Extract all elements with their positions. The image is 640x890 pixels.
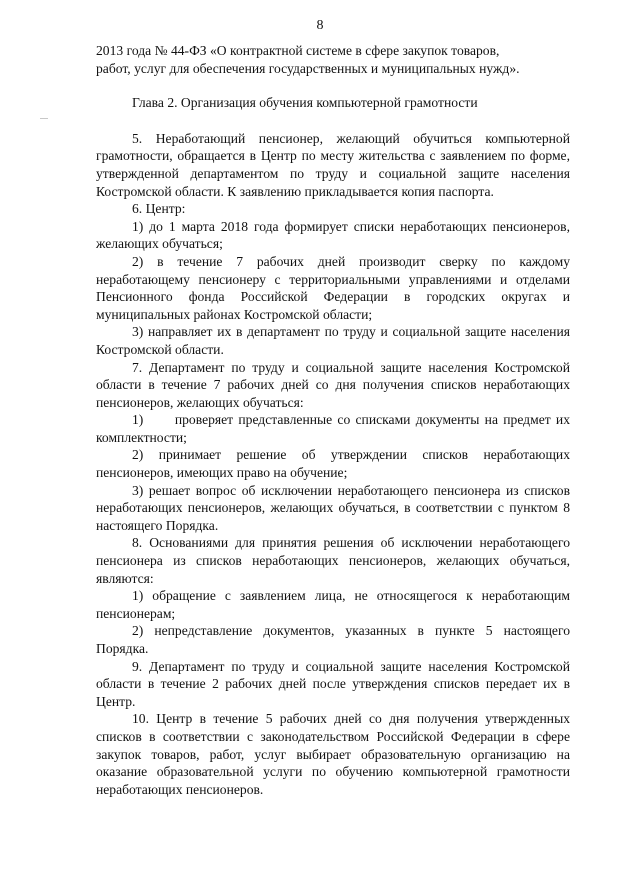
paragraph: 10. Центр в течение 5 рабочих дней со дня получения утвержденных списков в соответствии с законодательством Российской Федерации в сфере закупок товаров, работ, услуг выбирает образовательную организацию на оказание образовательной услуги по обучению компьютерной грамотности неработающих пенсионеров. — [96, 711, 570, 797]
intro-line: работ, услуг для обеспечения государственных и муниципальных нужд». — [96, 60, 520, 76]
paragraph: 7. Департамент по труду и социальной защите населения Костромской области в течение 7 рабочих дней со дня получения списков неработающих пенсионеров, желающих обучаться: — [96, 359, 570, 410]
paragraph: 6. Центр: — [132, 201, 186, 217]
document-body — [96, 42, 574, 798]
paragraph: 8. Основаниями для принятия решения об исключении неработающего пенсионера из списков неработающих пенсионеров, желающих обучаться, являются: — [96, 535, 570, 586]
paragraph: 9. Департамент по труду и социальной защите населения Костромской области в течение 2 рабочих дней после утверждения списков передает их в Центр. — [96, 658, 570, 709]
page-number: 8 — [316, 18, 324, 33]
chapter-title: Глава 2. Организация обучения компьютерной грамотности — [132, 95, 478, 111]
paragraph: 3) решает вопрос об исключении неработающего пенсионера из списков неработающих пенсионеров, желающих обучаться, в соответствии с пунктом 8 настоящего Порядка. — [96, 482, 570, 533]
intro-line: 2013 года № 44-ФЗ «О контрактной системе в сфере закупок товаров, — [96, 43, 500, 58]
paragraph: 2) принимает решение об утверждении списков неработающих пенсионеров, имеющих право на обучение; — [96, 447, 570, 481]
paragraph: 2) в течение 7 рабочих дней производит сверку по каждому неработающему пенсионеру с территориальными управлениями и отделами Пенсионного фонда Российской Федерации в городских округах и муниципальных районах Костромской области; — [96, 253, 570, 322]
paragraph: 2) непредставление документов, указанных в пункте 5 настоящего Порядка. — [96, 623, 570, 656]
paragraph: 3) направляет их в департамент по труду и социальной защите населения Костромской области. — [96, 324, 570, 357]
paragraph: 1) обращение с заявлением лица, не относящегося к неработающим пенсионерам; — [96, 588, 570, 621]
paragraph: 1) до 1 марта 2018 года формирует списки неработающих пенсионеров, желающих обучаться; — [96, 218, 570, 252]
paragraph: 1) проверяет представленные со списками документы на предмет их комплектности; — [96, 412, 574, 445]
paragraph: 5. Неработающий пенсионер, желающий обучиться компьютерной грамотности, обращается в Центр по месту жительства с заявлением по форме, утвержденной департаментом по труду и социальной защите населения Костромской области. К заявлению прикладывается копия паспорта. — [96, 130, 570, 199]
scan-artifact-mark — [40, 118, 48, 119]
paragraph-list — [96, 130, 574, 799]
